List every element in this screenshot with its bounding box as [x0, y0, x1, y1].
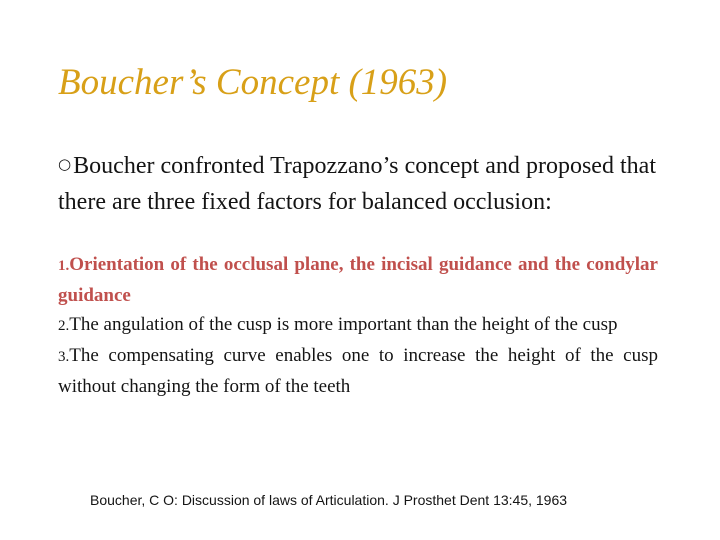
slide-title: Boucher’s Concept (1963) [58, 62, 448, 103]
list-item-number: 3. [58, 349, 70, 365]
list-item-text: The angulation of the cusp is more important than the height of the cusp [69, 314, 618, 335]
circle-bullet-icon: ○ [58, 155, 72, 173]
citation-reference: Boucher, C O: Discussion of laws of Articulation. J Prosthet Dent 13:45, 1963 [90, 492, 568, 508]
list-item-text: The compensating curve enables one to increase the height of the cusp without changing the form of the teeth [58, 345, 658, 397]
list-item-3 [58, 341, 658, 401]
intro-paragraph [58, 146, 656, 220]
list-item-2 [58, 310, 658, 341]
numbered-list [58, 250, 658, 401]
intro-text: Boucher confronted Trapozzano’s concept and proposed that there are three fixed factors for balanced occlusion: [58, 153, 656, 215]
list-item-number: 1. [58, 258, 70, 274]
list-item-1 [58, 250, 658, 310]
list-item-number: 2. [58, 318, 70, 334]
list-item-text: Orientation of the occlusal plane, the incisal guidance and the condylar guidance [58, 254, 658, 306]
